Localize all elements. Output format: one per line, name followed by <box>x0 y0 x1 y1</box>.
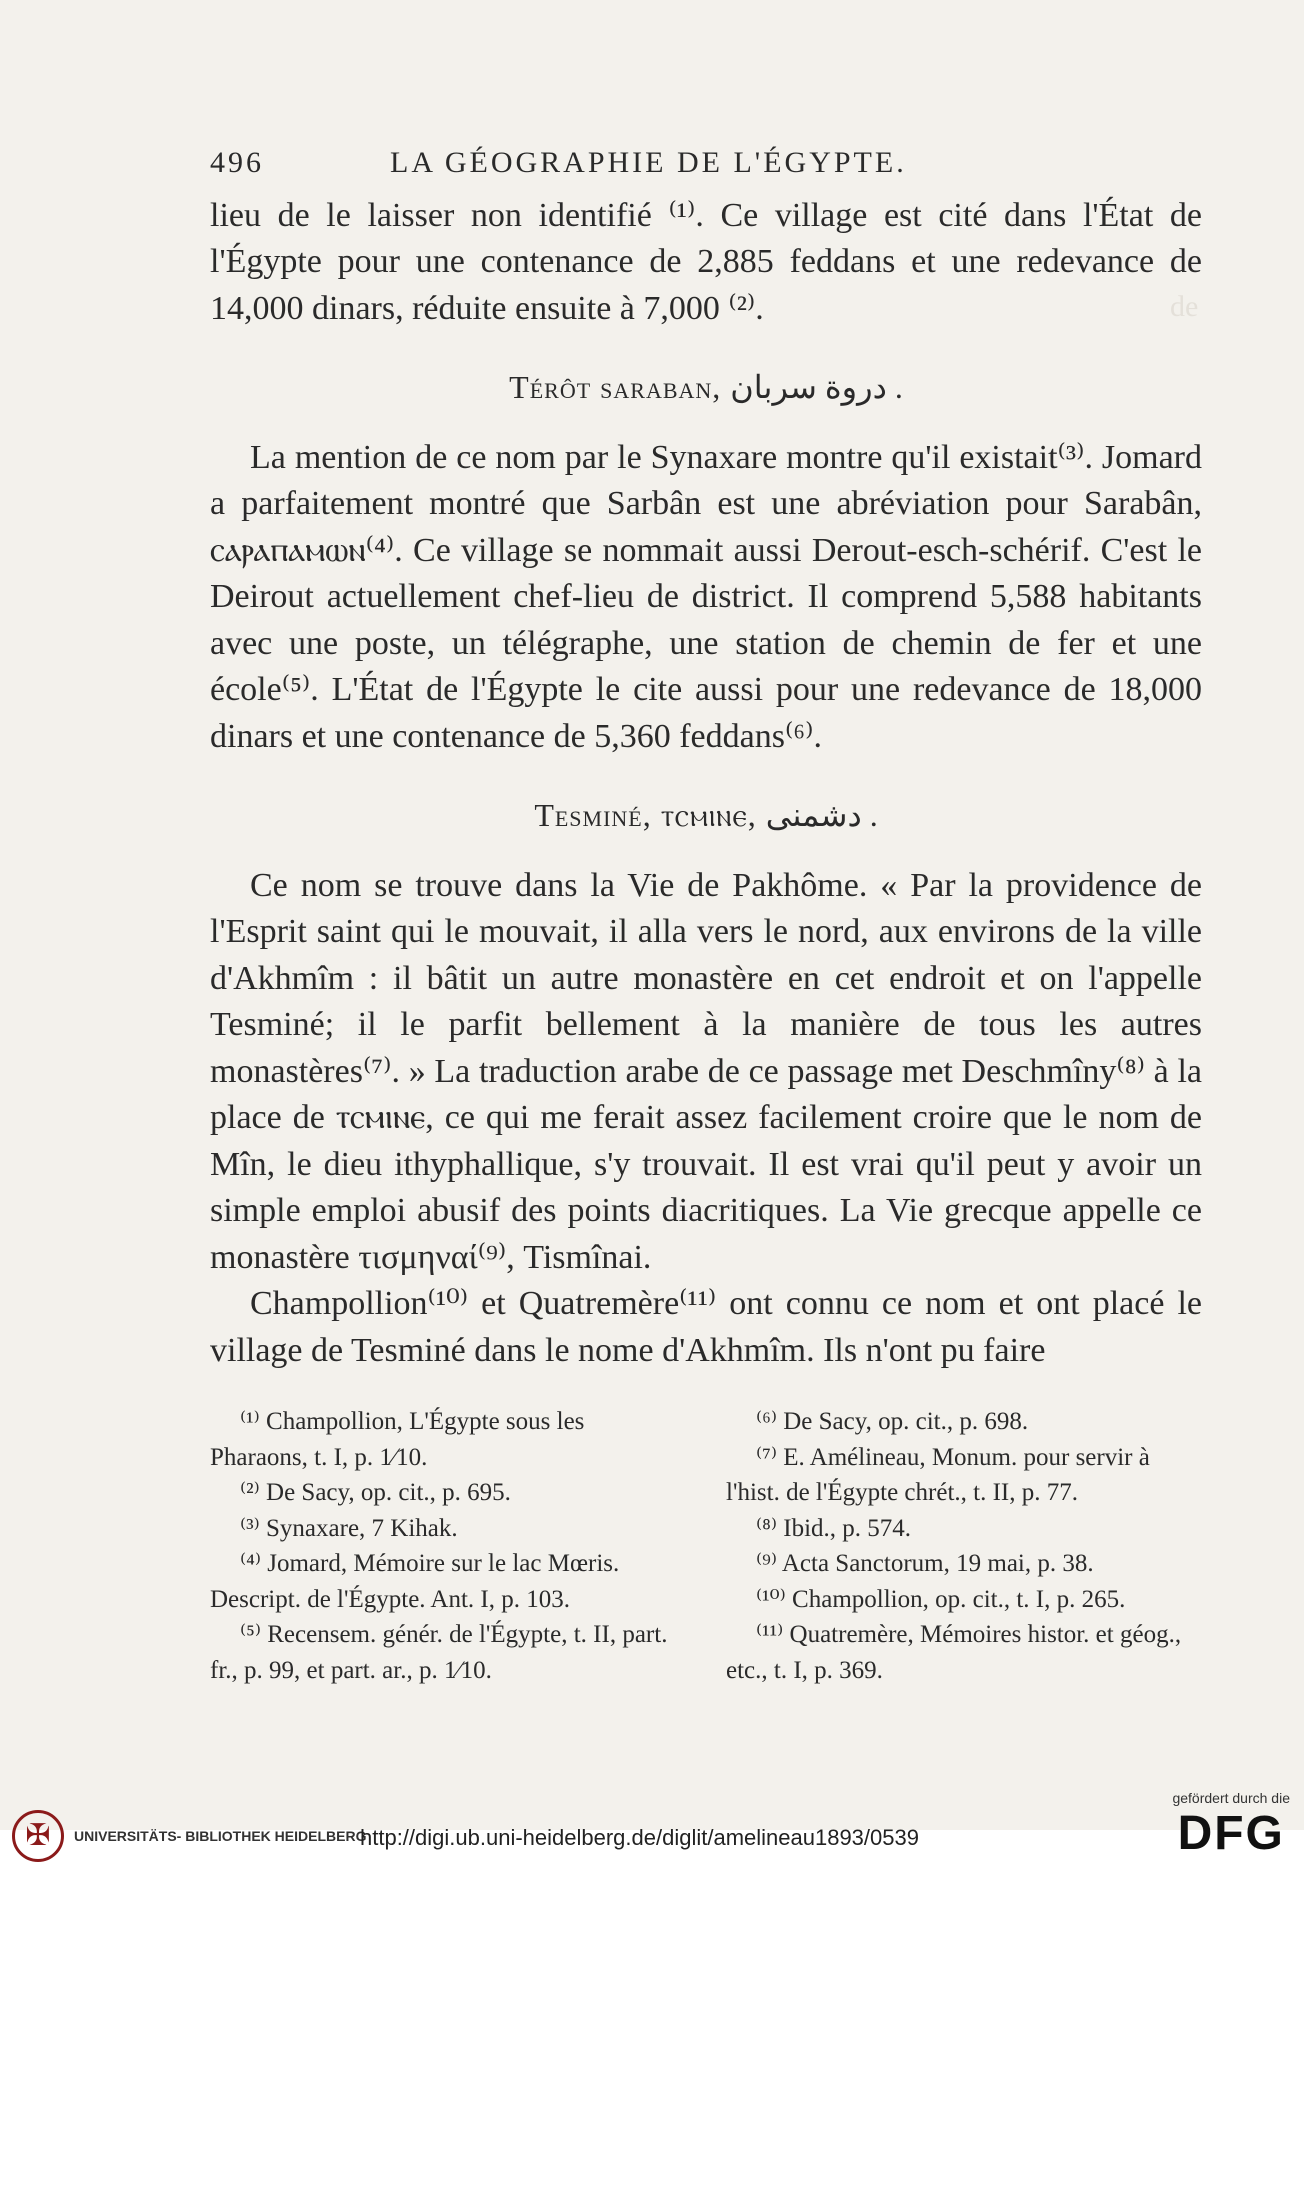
footnote: ⁽¹¹⁾ Quatremère, Mémoires histor. et géog., etc., t. I, p. 369. <box>726 1621 1182 1684</box>
running-head <box>210 140 1202 187</box>
bleed-through-text: de <box>1170 290 1199 323</box>
footnotes-right-column <box>726 1404 1202 1688</box>
footnote: ⁽⁷⁾ E. Amélineau, Monum. pour servir à l'hist. de l'Égypte chrét., t. II, p. 77. <box>726 1443 1150 1506</box>
page-content <box>210 140 1202 1688</box>
footnote: ⁽¹⁾ Champollion, L'Égypte sous les Pharaons, t. I, p. 1⁄10. <box>210 1408 585 1471</box>
dfg-logo-text: DFG <box>1177 1807 1285 1860</box>
footnote: ⁽⁸⁾ Ibid., p. 574. <box>756 1514 912 1542</box>
footnote: ⁽¹⁰⁾ Champollion, op. cit., t. I, p. 265. <box>756 1585 1126 1613</box>
paragraph: Ce nom se trouve dans la Vie de Pakhôme. « Par la providence de l'Esprit saint qui le mouvait, il alla vers le nord, aux environs de la ville d'Akhmîm : il bâtit un autre monastère en cet endroit et on l'appelle Tesminé; il le parfit bellement à la manière de tous les autres monastères⁽⁷⁾. » La traduction arabe de ce passage met Deschmîny⁽⁸⁾ à la place de ⲧⲥⲙⲓⲛⲉ, ce qui me ferait assez facilement croire que le nom de Mîn, le dieu ithyphallique, s'y trouvait. Il est vrai qu'il peut y avoir un simple emploi abusif des points diacritiques. La Vie grecque appelle ce monastère τισμηναί⁽⁹⁾, Tismînai. <box>210 866 1202 1276</box>
paragraph: La mention de ce nom par le Synaxare montre qu'il existait⁽³⁾. Jomard a parfaitement montré que Sarbân est une abréviation pour Sarabân, ⲥⲁⲣⲁⲡⲁⲙⲱⲛ⁽⁴⁾. Ce village se nommait aussi Derout-esch-schérif. C'est le Deirout actuellement chef-lieu de district. Il comprend 5,588 habitants avec une poste, un télégraphe, une station de chemin de fer et une école⁽⁵⁾. L'État de l'Égypte le cite aussi pour une redevance de 18,000 dinars et une contenance de 5,360 feddans⁽⁶⁾. <box>210 438 1202 755</box>
viewer-footer <box>0 1830 1304 2193</box>
footnote: ⁽⁹⁾ Acta Sanctorum, 19 mai, p. 38. <box>756 1550 1094 1577</box>
sponsor-logo[interactable] <box>1172 1790 1290 1861</box>
section-heading: Tesminé, ⲧⲥⲙⲓⲛⲉ, دشمنى . <box>534 797 878 833</box>
footnote: ⁽²⁾ De Sacy, op. cit., p. 695. <box>240 1479 511 1506</box>
footnote: ⁽³⁾ Synaxare, 7 Kihak. <box>240 1514 458 1542</box>
footnotes-left-column <box>210 1404 686 1688</box>
footnote: ⁽⁵⁾ Recensem. génér. de l'Égypte, t. II, part. fr., p. 99, et part. ar., p. 1⁄10. <box>210 1621 668 1684</box>
library-name: UNIVERSITÄTS- BIBLIOTHEK HEIDELBERG <box>74 1828 367 1844</box>
running-title: LA GÉOGRAPHIE DE L'ÉGYPTE. <box>390 146 907 179</box>
footnote: ⁽⁴⁾ Jomard, Mémoire sur le lac Mœris. Descript. de l'Égypte. Ant. I, p. 103. <box>210 1550 620 1613</box>
paragraph: Champollion⁽¹⁰⁾ et Quatremère⁽¹¹⁾ ont connu ce nom et ont placé le village de Tesminé dans le nome d'Akhmîm. Ils n'ont pu faire <box>210 1285 1202 1369</box>
page-number: 496 <box>210 146 264 179</box>
footnote: ⁽⁶⁾ De Sacy, op. cit., p. 698. <box>756 1408 1029 1435</box>
library-logo[interactable] <box>12 1810 366 1862</box>
permalink[interactable]: http://digi.ub.uni-heidelberg.de/diglit/amelineau1893/0539 <box>360 1825 919 1850</box>
library-seal-icon: ✠ <box>12 1810 64 1862</box>
footnotes <box>210 1404 1202 1688</box>
paragraph: lieu de le laisser non identifié ⁽¹⁾. Ce village est cité dans l'État de l'Égypte pour une contenance de 2,885 feddans et une redevance de 14,000 dinars, réduite ensuite à 7,000 ⁽²⁾. <box>210 196 1202 327</box>
sponsor-note: gefördert durch die <box>1172 1790 1290 1806</box>
section-heading: Térôt saraban, دروة سربان . <box>509 369 903 405</box>
